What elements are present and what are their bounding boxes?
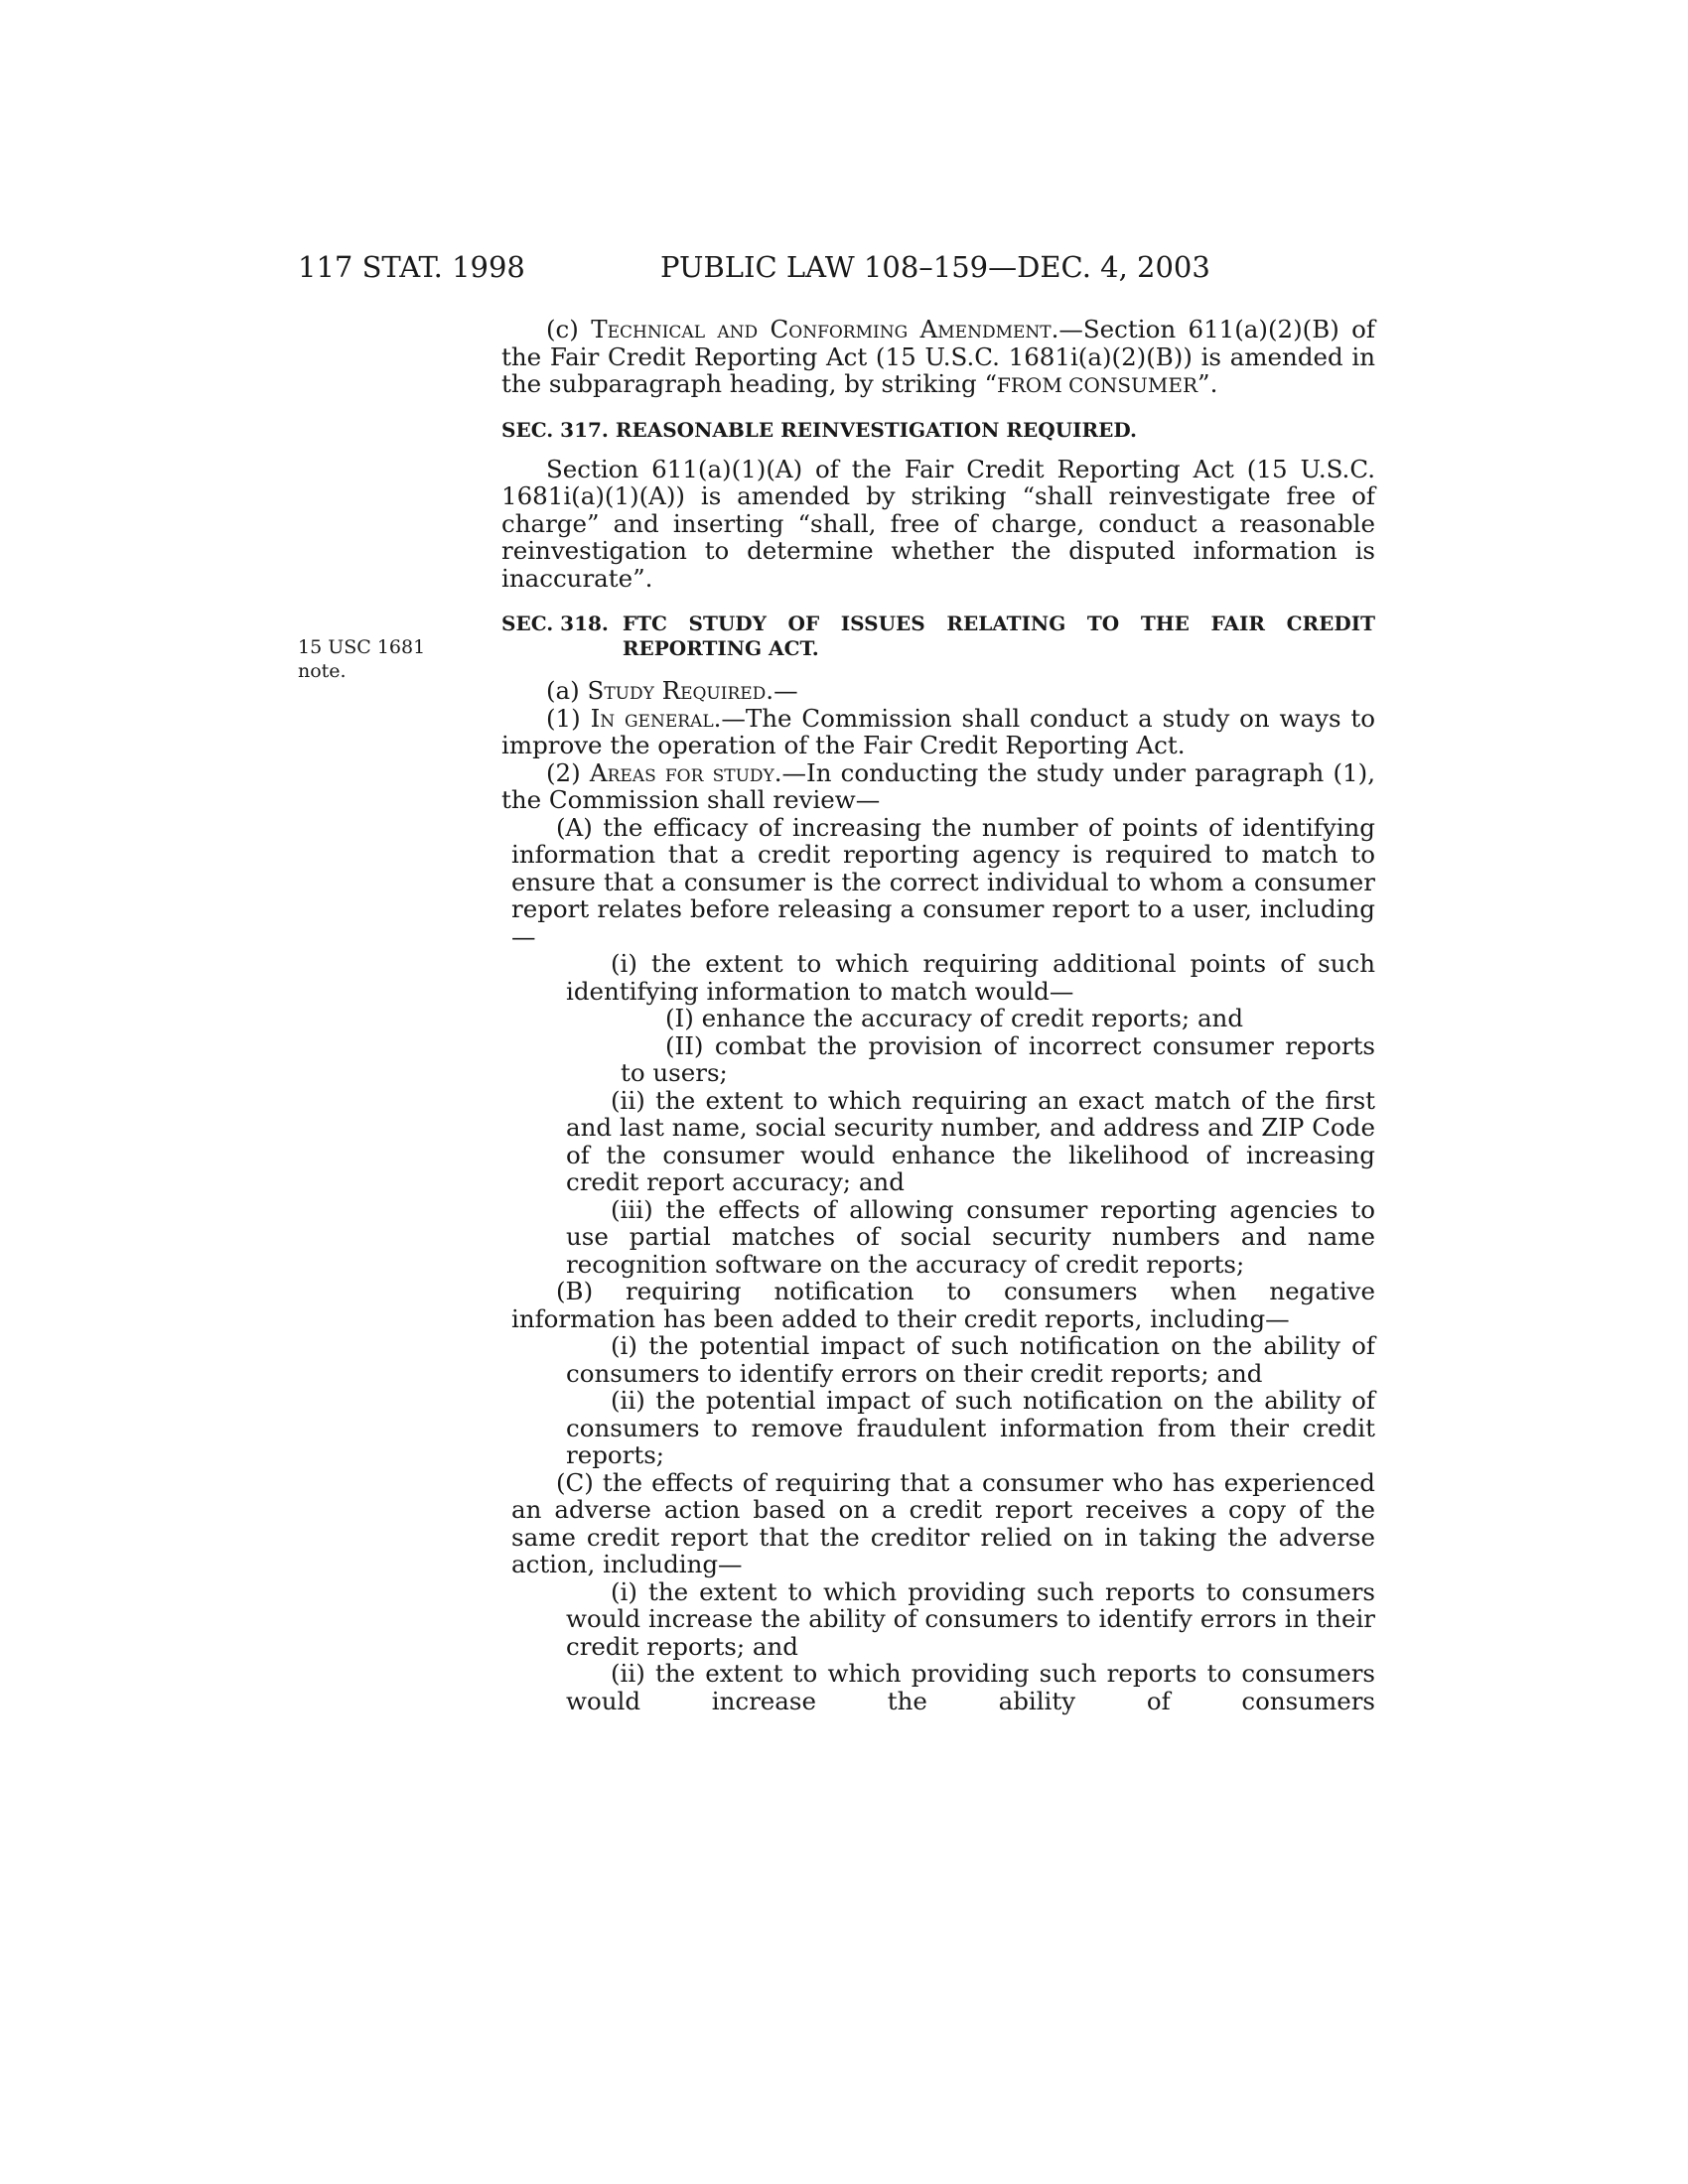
paragraph-1-label: (1) [546, 703, 581, 733]
subsection-c-end: ”. [1197, 369, 1218, 398]
subclause-a-i-I: (I) enhance the accuracy of credit reports; and [665, 1004, 1244, 1032]
document-body [501, 316, 1375, 1714]
clause-a-i: (i) the extent to which requiring additional points of such identifying information to match would— [566, 949, 1375, 1006]
clause-a-ii: (ii) the extent to which requiring an exact match of the first and last name, social security number, and address and ZIP Code of the consumer would enhance the likelihood of increasing credit report accuracy; and [566, 1085, 1375, 1196]
clause-a-iii: (iii) the effects of allowing consumer reporting agencies to use partial matches of social security numbers and name recognition software on the accuracy of credit reports; [566, 1194, 1375, 1279]
subsection-c [501, 316, 1375, 400]
subparagraph-c: (C) the effects of requiring that a consumer who has experienced an adverse action based on a credit report receives a copy of the same credit report that the creditor relied on in taking the adverse action, including— [511, 1467, 1375, 1578]
clause-b-ii: (ii) the potential impact of such notification on the ability of consumers to remove fraudulent information from their credit reports; [566, 1386, 1375, 1469]
section-318-heading [501, 612, 1375, 661]
subclause-a-i-II: (II) combat the provision of incorrect consumer reports to users; [621, 1030, 1375, 1087]
subparagraph-b: (B) requiring notification to consumers when negative information has been added to their credit reports, including— [511, 1277, 1375, 1333]
paragraph-1 [501, 705, 1375, 759]
paragraph-2-text: .—In conducting the study under paragraph (1), the Commission shall review— [501, 757, 1375, 814]
subsection-c-label: (c) [546, 315, 579, 343]
margin-note-citation: 15 USC 1681 [298, 636, 426, 658]
paragraph-1-heading: In general [590, 703, 714, 733]
subsection-a-dash: .— [766, 676, 798, 705]
subsection-a-label: (a) [546, 676, 580, 705]
subparagraph-a: (A) the efficacy of increasing the number of points of identifying information that a credit reporting agency is required to match to ensure that a consumer is the correct individual to whom a consumer report relates before releasing a consumer report to a user, including— [511, 812, 1375, 951]
struck-phrase: FROM CONSUMER [996, 373, 1198, 397]
subsection-a-heading: Study Required [587, 676, 767, 705]
section-317-text: Section 611(a)(1)(A) of the Fair Credit Reporting Act (15 U.S.C. 1681i(a)(1)(A)) is amended by striking “shall reinvestigate free of charge” and inserting “shall, free of charge, conduct a reasonable reinvestigation to determine whether the disputed information is inaccurate”. [501, 454, 1375, 593]
section-318-label: SEC. 318. [501, 612, 609, 635]
public-law-title: PUBLIC LAW 108–159—DEC. 4, 2003 [660, 250, 1210, 284]
margin-note [298, 635, 447, 683]
section-317-heading: SEC. 317. REASONABLE REINVESTIGATION REQUIRED. [501, 417, 1137, 442]
page-header [0, 250, 1688, 290]
clause-b-i: (i) the potential impact of such notification on the ability of consumers to identify errors on their credit reports; and [566, 1331, 1375, 1388]
section-318-title: FTC STUDY OF ISSUES RELATING TO THE FAIR CREDIT REPORTING ACT. [622, 612, 1375, 660]
subsection-c-heading: Technical and Conforming Amendment [591, 315, 1052, 343]
paragraph-2 [501, 759, 1375, 814]
clause-c-ii: (ii) the extent to which providing such reports to consumers would increase the ability of consumers [566, 1659, 1375, 1715]
clause-c-i: (i) the extent to which providing such reports to consumers would increase the ability of consumers to identify errors in their credit reports; and [566, 1576, 1375, 1661]
statute-page-number: 117 STAT. 1998 [298, 250, 525, 284]
subsection-c-text: .—Section 611(a)(2)(B) of the Fair Credit Reporting Act (15 U.S.C. 1681i(a)(2)(B)) is amended in the subparagraph heading, by striking “ [501, 315, 1375, 398]
paragraph-2-heading: Areas for study [589, 757, 774, 787]
paragraph-2-label: (2) [546, 757, 581, 787]
paragraph-1-text: .—The Commission shall conduct a study on ways to improve the operation of the Fair Credit Reporting Act. [501, 703, 1375, 759]
subsection-a [501, 677, 1375, 705]
margin-note-suffix: note. [298, 660, 347, 682]
